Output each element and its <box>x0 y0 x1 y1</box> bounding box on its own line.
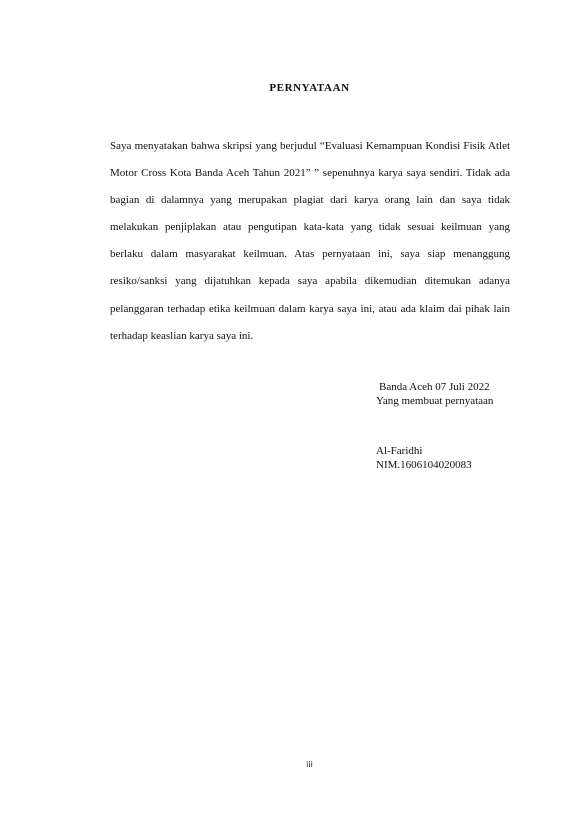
signature-block <box>376 444 472 472</box>
page-title: PERNYATAAN <box>269 82 350 94</box>
page-number: iii <box>306 760 313 769</box>
signer-name: Al-Faridhi <box>376 445 423 457</box>
signer-nim: NIM.1606104020083 <box>376 459 472 471</box>
paragraph-text-4: Kota Banda Aceh Tahun 2021 <box>169 167 306 180</box>
paragraph-text-2: berjudul <box>280 140 317 152</box>
signature-header <box>376 380 493 408</box>
place-date: Banda Aceh 07 Juli 2022 <box>379 381 490 393</box>
paragraph-text-1: Saya menyatakan bahwa skripsi yang <box>110 140 281 152</box>
statement-paragraph <box>110 133 510 350</box>
paragraph-text-5: ” ” sepenuhnya karya saya sendiri. Tidak ada bagian di dalamnya yang merupakan plagiat dari karya orang lain dan saya tidak melakukan penjiplakan atau pengutipan kata-kata yang tidak sesuai keilmuan yang berlaku dalam masyarakat keilmuan. Atas pernyataan ini, saya siap menanggung resiko/sanksi yang dijatuhkan kepada saya apabila dikemudian ditemukan adanya pelanggaran terhadap etika keilmuan dalam karya saya ini, atau ada klaim dai pihak lain terhadap keaslian karya saya ini. <box>110 167 510 342</box>
signer-role: Yang membuat pernyataan <box>376 395 494 407</box>
paragraph-text-3: “Evaluasi Kemampuan Kondisi Fisik Atlet Motor Cross <box>110 140 511 180</box>
